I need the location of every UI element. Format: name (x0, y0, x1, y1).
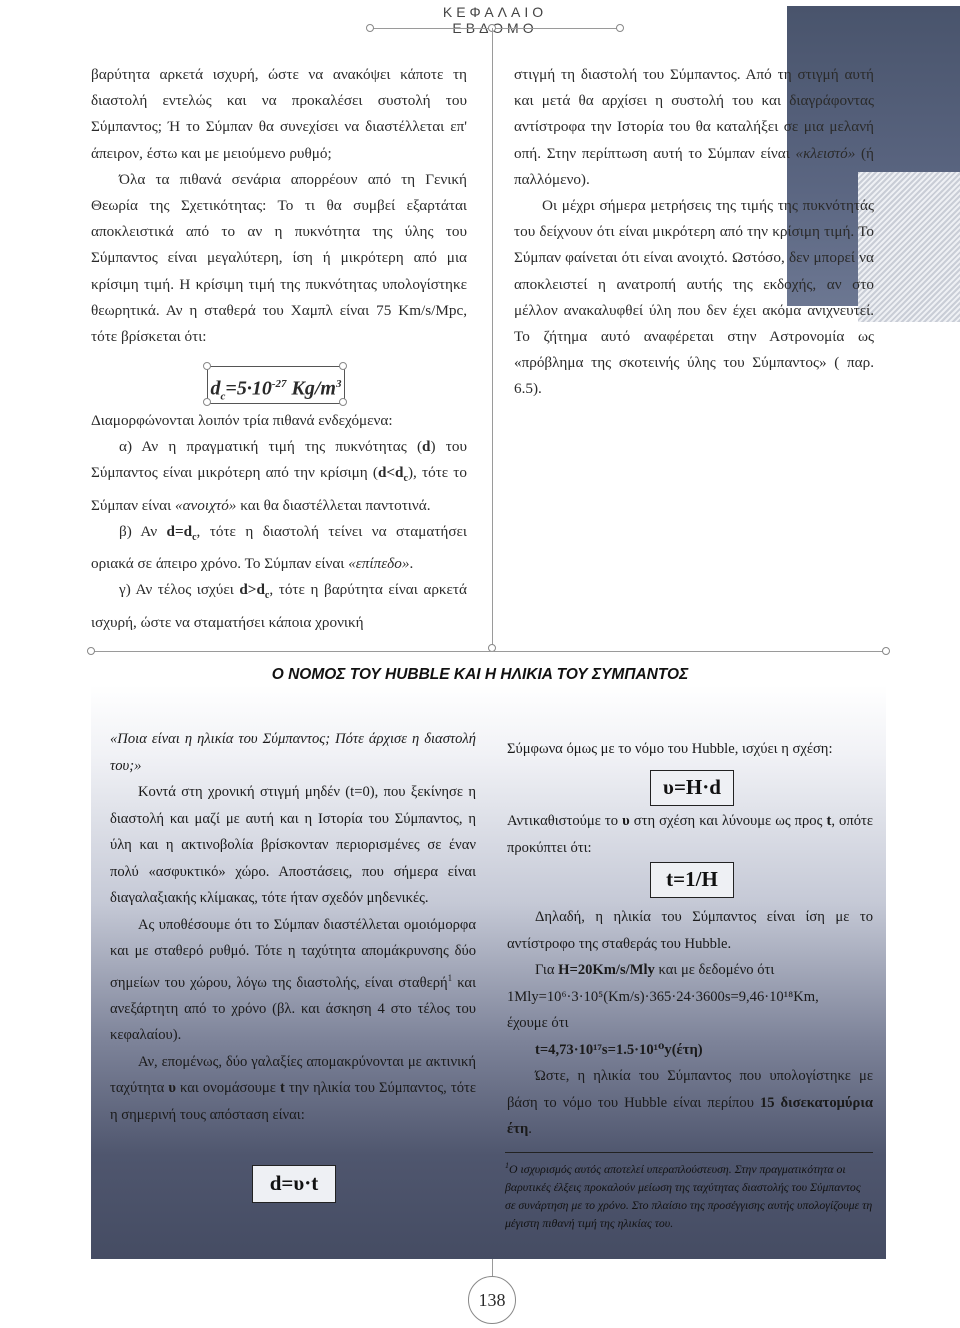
emphasis: «ανοιχτό» (174, 496, 237, 514)
hubble-right-column-2 (507, 808, 873, 861)
formula-d-equals-vt: d=υ·t (252, 1165, 336, 1203)
footnote-rule (505, 1152, 873, 1153)
scenario-a (91, 434, 467, 519)
section-rule (91, 651, 886, 652)
column-divider (492, 28, 493, 648)
text: Αν, επομένως, δύο γαλαξίες απομακρύνονται με ακτινική ταχύτητα (110, 1053, 476, 1097)
hubble-right-column-3 (507, 904, 873, 1143)
hubble-section-title: Ο ΝΟΜΟΣ ΤΟΥ HUBBLE ΚΑΙ Η ΗΛΙΚΙΑ ΤΟΥ ΣΥΜΠΑΝΤΟΣ (271, 666, 689, 683)
rule-dot (339, 362, 347, 370)
formula-unit: Kg/m (286, 377, 336, 400)
hubble-left-column (110, 726, 476, 1128)
symbol-v: υ (168, 1080, 176, 1097)
text: στιγμή τη διαστολή του Σύμπαντος. Από τη στιγμή αυτή και μετά θα αρχίσει η συστολή του και διαγράφοντας αντίστροφα την Ιστορία του θα καταλήξει σε μια μελανή οπή. Στην περίπτωση αυτή το Σύμπαν είναι (514, 66, 874, 162)
chapter-header: ΚΕΦΑΛΑΙΟ (442, 4, 548, 20)
scenarios-intro: Διαμορφώνονται λοιπόν τρία πιθανά ενδεχόμενα: (91, 412, 393, 429)
hubble-right-paragraph-8 (507, 1063, 873, 1143)
footnote-ref: 1 (447, 972, 453, 983)
text: και ανεξάρτητη από το χρόνο (βλ. και άσκηση 4 στο τέλος του κεφαλαίου). (110, 974, 476, 1044)
text: γ) Αν τέλος ισχύει (119, 581, 240, 599)
formula-value: =5·10 (225, 377, 272, 400)
rule-dot (616, 24, 624, 32)
rule-dot (882, 647, 890, 655)
rule-dot (339, 398, 347, 406)
rule-dot (366, 24, 374, 32)
hubble-left-paragraph-3 (110, 1049, 476, 1129)
hubble-right-paragraph-5: 1Mly=10⁶·3·10⁵(Km/s)·365·24·3600s=9,46·10¹⁸Km, (507, 988, 819, 1005)
left-paragraph-2: Όλα τα πιθανά σενάρια απορρέουν από τη Γενική Θεωρία της Σχετικότητας: Το τι θα συμβεί εξαρτάται αποκλειστικά από το αν η πυκνότητα της ύλης του Σύμπαντος είναι μεγαλύτερη, ίση ή μικρότερη από μια κρίσιμη τιμή. Η κρίσιμη τιμή της πυκνότητας υπολογίστηκε θεωρητικά. Αν η σταθερά του Χαμπλ είναι 75 Km/s/Mpc, τότε βρίσκεται ότι: (91, 170, 467, 346)
condition-text: d<d (377, 464, 404, 482)
condition (239, 581, 270, 602)
symbol-v: υ (622, 813, 630, 829)
text: ) του Σύμπαντος είναι μικρότερη από την κρίσιμη ( (91, 438, 468, 482)
condition (166, 522, 197, 543)
left-paragraph-1: βαρύτητα αρκετά ισχυρή, ώστε να ανακόψει κάποτε τη διαστολή εντελώς και να προκαλέσει συστολή του Σύμπαντος; Ή το Σύμπαν θα συνεχίσει να διαστέλλεται επ' άπειρον, έστω και με μειούμενο ρυθμό; (91, 66, 467, 162)
emphasis: «κλειστό» (795, 144, 856, 162)
hubble-constant: H=20Km/s/Mly (558, 962, 655, 978)
text: . (409, 555, 414, 573)
condition-text: d>d (239, 581, 265, 599)
symbol-d: d (422, 438, 431, 456)
formula-t-equals-1-over-h: t=1/H (650, 862, 734, 898)
text: α) Αν η πραγματική τιμή της πυκνότητας ( (119, 438, 423, 456)
text: και ονομάσουμε (175, 1080, 280, 1097)
emphasis: «επίπεδο» (348, 555, 410, 573)
text: , τότε η βαρύτητα είναι αρκετά ισχυρή, ώστε να σταματήσει κάποια χρονική (91, 581, 467, 631)
hubble-right-paragraph-1: Σύμφωνα όμως με το νόμο του Hubble, ισχύει η σχέση: (507, 741, 833, 757)
hubble-left-paragraph-1: Κοντά στη χρονική στιγμή μηδέν (t=0), που ξεκίνησε η διαστολή και μαζί με αυτή και η Ιστορία του Σύμπαντος, η ύλη και η ακτινοβολία βρίσκονταν περιορισμένες σε έναν πολύ «ασφυκτικό» χώρο. Αποστάσεις, που σήμερα είναι διαγαλαξιακής κλίμακας, τότε ήταν σχεδόν μηδενικές. (110, 784, 476, 906)
scenario-b (91, 519, 467, 577)
condition-sub: c (403, 473, 408, 485)
text: . (528, 1121, 532, 1137)
text: την ηλικία του Σύμπαντος, τότε η σημερινή τους απόσταση είναι: (110, 1080, 477, 1123)
formula-unit-exponent: 3 (335, 378, 342, 390)
rule-dot (203, 362, 211, 370)
hubble-right-paragraph-4 (507, 957, 873, 984)
condition-sub: c (264, 590, 270, 602)
condition-text: d=d (166, 522, 193, 540)
right-column (514, 62, 874, 403)
rule-dot (203, 398, 211, 406)
hubble-left-paragraph-2 (110, 912, 476, 1049)
scenarios-block (91, 408, 467, 636)
text: , οπότε προκύπτει ότι: (507, 813, 873, 856)
hubble-question: «Ποια είναι η ηλικία του Σύμπαντος; Πότε άρχισε η διαστολή του;» (110, 731, 476, 774)
age-value: 15 δισεκατομύρια έτη (507, 1094, 873, 1137)
text: Αντικαθιστούμε το (507, 813, 623, 829)
text: Ας υποθέσουμε ότι το Σύμπαν διαστέλλεται ομοιόμορφα και με σταθερό ρυθμό. Τότε η ταχύτητα απομάκρυνσης δύο σημείων του χώρου, λόγω της διαστολής, είναι σταθερή (110, 916, 476, 991)
text: (ή παλλόμενο). (514, 144, 874, 188)
footnote (505, 1157, 873, 1232)
formula-exponent: -27 (271, 378, 287, 390)
right-paragraph-1 (514, 62, 874, 193)
condition (377, 464, 408, 485)
symbol-t: t (279, 1080, 285, 1097)
text: στη σχέση και λύνουμε ως προς (629, 813, 827, 829)
formula-d: d (210, 377, 221, 400)
footnote-text: Ο ισχυρισμός αυτός αποτελεί υπεραπλούστευση. Στην πραγματικότητα οι βαρυτικές έλξεις προκαλούν μείωση της ταχύτητας διαστολής του Σύμπαντος σε συνάρτηση με το χρόνο. Στο πλαίσιο της προσέγγισης αυτής υπολογίζουμε τη μέγιστη πιθανή τιμή της ηλικίας του. (505, 1161, 873, 1230)
hubble-right-paragraph-7: t=4,73·10¹⁷s=1.5·10¹⁰y(έτη) (535, 1041, 703, 1058)
hubble-right-paragraph-2 (507, 808, 873, 861)
page-number-connector (492, 1259, 493, 1277)
symbol-t: t (826, 813, 832, 829)
text: , τότε η διαστολή τείνει να σταματήσει οριακά σε άπειρο χρόνο. Το Σύμπαν είναι (91, 522, 468, 573)
text: Ώστε, η ηλικία του Σύμπαντος που υπολογίστηκε με βάση το νόμο του Hubble είναι περίπου (507, 1068, 873, 1111)
text: και με δεδομένο ότι (654, 962, 775, 978)
formula-sub: c (220, 390, 226, 403)
page-number: 138 (468, 1276, 516, 1324)
text: ), τότε το Σύμπαν είναι (91, 464, 467, 514)
footnote-number: 1 (505, 1161, 509, 1170)
left-column (91, 62, 467, 350)
formula-v-equals-hd: υ=H·d (650, 770, 734, 806)
hubble-right-paragraph-3: Δηλαδή, η ηλικία του Σύμπαντος είναι ίση με το αντίστροφο της σταθεράς του Hubble. (507, 909, 873, 952)
scenario-c (91, 577, 467, 635)
rule-dot (87, 647, 95, 655)
text: και θα διαστέλλεται παντοτινά. (236, 496, 431, 514)
text: β) Αν (119, 522, 167, 540)
hubble-right-paragraph-6: έχουμε ότι (507, 1015, 569, 1031)
condition-sub: c (192, 531, 197, 543)
critical-density-formula (207, 366, 345, 404)
hubble-right-column (507, 736, 873, 763)
right-paragraph-2: Οι μέχρι σήμερα μετρήσεις της τιμής της πυκνότητάς του δείχνουν ότι είναι μικρότερη από την κρίσιμη τιμή. Το Σύμπαν φαίνεται ότι είναι ανοιχτό. Ωστόσο, δεν μπορεί να αποκλειστεί η ανατροπή αυτής της εκδοχής, αν στο μέλλον ανακαλυφθεί ύλη που δεν έχει ακόμα ανιχνευτεί. Το ζήτημα αυτό αναφέρεται στην Αστρονομία ως «πρόβλημα της σκοτεινής ύλης του Σύμπαντος» ( παρ. 6.5). (514, 197, 874, 398)
text: Για (535, 962, 559, 978)
